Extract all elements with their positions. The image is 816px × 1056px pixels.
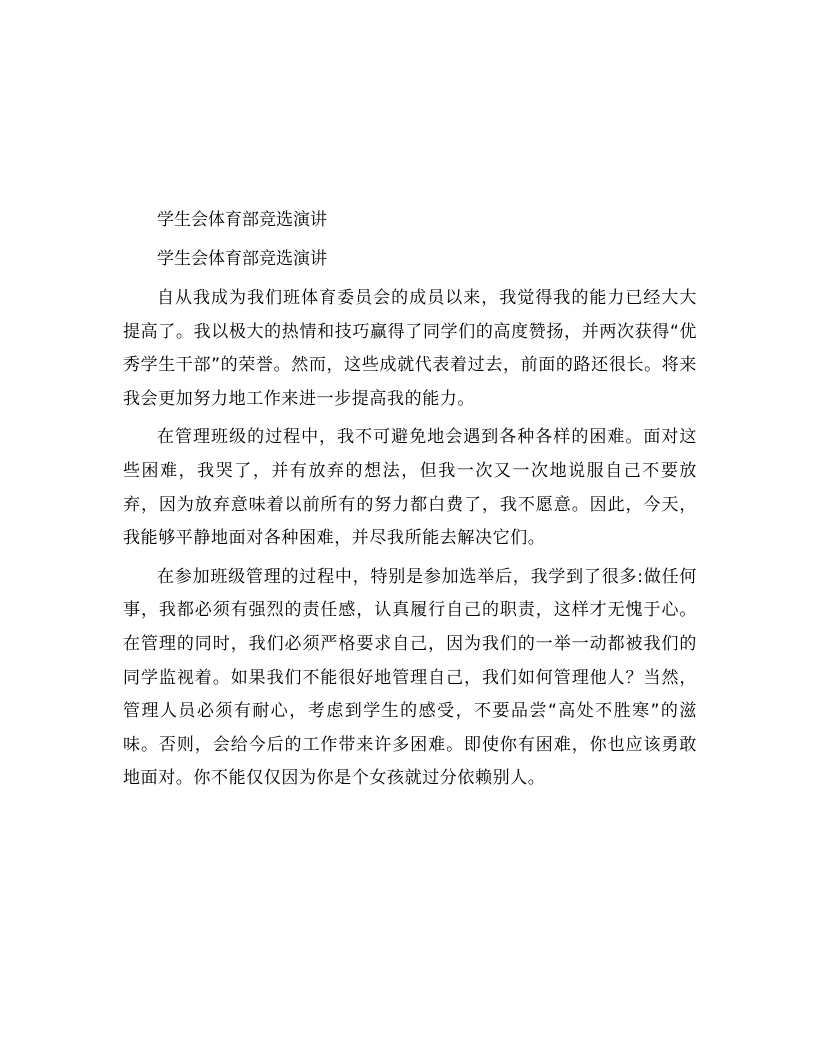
document-subtitle: 学生会体育部竞选演讲 (157, 249, 327, 269)
paragraph: 在参加班级管理的过程中，特别是参加选举后，我学到了很多:做任何事，我都必须有强烈的责任感，认真履行自己的职责，这样才无愧于心。在管理的同时，我们必须严格要求自己，因为我们的一举一动都被我们的同学监视着。如果我们不能很好地管理自己，我们如何管理他人？当然，管理人员必须有耐心，考虑到学生的感受，不要品尝“高处不胜寒”的滋味。否则，会给今后的工作带来许多困难。即使你有困难，你也应该勇敢地面对。你不能仅仅因为你是个女孩就过分依赖别人。 (123, 566, 697, 789)
document-title: 学生会体育部竞选演讲 (157, 210, 327, 230)
paragraph: 自从我成为我们班体育委员会的成员以来，我觉得我的能力已经大大提高了。我以极大的热情和技巧赢得了同学们的高度赞扬，并两次获得“优秀学生干部”的荣誉。然而，这些成就代表着过去，前面的路还很长。将来我会更加努力地工作来进一步提高我的能力。 (123, 288, 697, 409)
paragraph: 在管理班级的过程中，我不可避免地会遇到各种各样的困难。面对这些困难，我哭了，并有放弃的想法，但我一次又一次地说服自己不要放弃，因为放弃意味着以前所有的努力都白费了，我不愿意。因此，今天，我能够平静地面对各种困难，并尽我所能去解决它们。 (123, 427, 697, 549)
document-body (123, 204, 697, 796)
